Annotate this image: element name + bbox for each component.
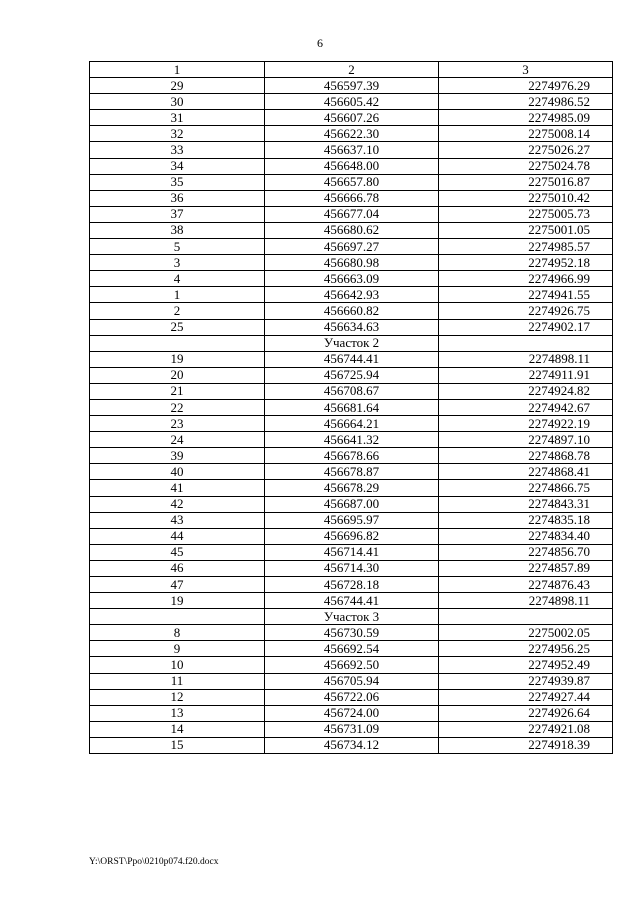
y-coordinate-cell: 2275005.73	[439, 206, 613, 222]
y-coordinate-cell: 2274856.70	[439, 544, 613, 560]
table-row	[90, 78, 613, 94]
x-coordinate-cell: 456634.63	[265, 319, 439, 335]
y-coordinate-cell: 2274857.89	[439, 560, 613, 576]
page-number: 6	[317, 36, 323, 50]
y-coordinate-cell: 2275026.27	[439, 142, 613, 158]
y-coordinate-cell: 2274952.18	[439, 255, 613, 271]
x-coordinate-cell: 456734.12	[265, 737, 439, 753]
point-number-cell: 32	[90, 126, 265, 142]
y-coordinate-cell: 2274898.11	[439, 593, 613, 609]
table-row	[90, 560, 613, 576]
point-number-cell: 31	[90, 110, 265, 126]
point-number-cell: 34	[90, 158, 265, 174]
x-coordinate-cell: 456725.94	[265, 367, 439, 383]
y-coordinate-cell: 2274922.19	[439, 416, 613, 432]
table-row	[90, 239, 613, 255]
point-number-cell: 39	[90, 448, 265, 464]
point-number-cell: 14	[90, 721, 265, 737]
point-number-cell: 9	[90, 641, 265, 657]
y-coordinate-cell: 2274941.55	[439, 287, 613, 303]
point-number-cell: 19	[90, 593, 265, 609]
y-coordinate-cell: 2274976.29	[439, 78, 613, 94]
x-coordinate-cell: 456680.98	[265, 255, 439, 271]
table-row	[90, 689, 613, 705]
section-label: Участок 2	[265, 335, 439, 351]
point-number-cell: 5	[90, 239, 265, 255]
section-row	[90, 609, 613, 625]
table-row	[90, 271, 613, 287]
table-row	[90, 142, 613, 158]
x-coordinate-cell: 456692.50	[265, 657, 439, 673]
table-row	[90, 464, 613, 480]
x-coordinate-cell: 456660.82	[265, 303, 439, 319]
table-row	[90, 287, 613, 303]
table-row	[90, 528, 613, 544]
x-coordinate-cell: 456677.04	[265, 206, 439, 222]
point-number-cell: 23	[90, 416, 265, 432]
point-number-cell: 19	[90, 351, 265, 367]
table-row	[90, 222, 613, 238]
table-row	[90, 705, 613, 721]
x-coordinate-cell: 456622.30	[265, 126, 439, 142]
table-row	[90, 94, 613, 110]
table-row	[90, 383, 613, 399]
x-coordinate-cell: 456697.27	[265, 239, 439, 255]
table-row	[90, 480, 613, 496]
x-coordinate-cell: 456607.26	[265, 110, 439, 126]
point-number-cell: 29	[90, 78, 265, 94]
point-number-cell: 35	[90, 174, 265, 190]
y-coordinate-cell: 2274902.17	[439, 319, 613, 335]
x-coordinate-cell: 456678.87	[265, 464, 439, 480]
x-coordinate-cell: 456714.41	[265, 544, 439, 560]
table-row	[90, 303, 613, 319]
point-number-cell: 44	[90, 528, 265, 544]
x-coordinate-cell: 456678.29	[265, 480, 439, 496]
y-coordinate-cell: 2274876.43	[439, 577, 613, 593]
y-coordinate-cell: 2274966.99	[439, 271, 613, 287]
point-number-cell: 41	[90, 480, 265, 496]
table-row	[90, 255, 613, 271]
point-number-cell: 13	[90, 705, 265, 721]
table-row	[90, 721, 613, 737]
x-coordinate-cell: 456648.00	[265, 158, 439, 174]
x-coordinate-cell: 456695.97	[265, 512, 439, 528]
y-coordinate-cell: 2275016.87	[439, 174, 613, 190]
x-coordinate-cell: 456666.78	[265, 190, 439, 206]
header-col-3: 3	[439, 62, 613, 78]
table-row	[90, 174, 613, 190]
x-coordinate-cell: 456708.67	[265, 383, 439, 399]
y-coordinate-cell: 2274834.40	[439, 528, 613, 544]
x-coordinate-cell: 456744.41	[265, 593, 439, 609]
point-number-cell: 20	[90, 367, 265, 383]
y-coordinate-cell: 2274956.25	[439, 641, 613, 657]
point-number-cell: 15	[90, 737, 265, 753]
y-coordinate-cell: 2274986.52	[439, 94, 613, 110]
y-coordinate-cell: 2275002.05	[439, 625, 613, 641]
y-coordinate-cell: 2274926.64	[439, 705, 613, 721]
point-number-cell: 21	[90, 383, 265, 399]
x-coordinate-cell: 456663.09	[265, 271, 439, 287]
point-number-cell: 38	[90, 222, 265, 238]
x-coordinate-cell: 456728.18	[265, 577, 439, 593]
point-number-cell: 8	[90, 625, 265, 641]
table-row	[90, 657, 613, 673]
x-coordinate-cell: 456680.62	[265, 222, 439, 238]
point-number-cell: 40	[90, 464, 265, 480]
x-coordinate-cell: 456730.59	[265, 625, 439, 641]
point-number-cell: 37	[90, 206, 265, 222]
point-number-cell: 30	[90, 94, 265, 110]
table-row	[90, 496, 613, 512]
x-coordinate-cell: 456696.82	[265, 528, 439, 544]
section-label: Участок 3	[265, 609, 439, 625]
point-number-cell: 25	[90, 319, 265, 335]
table-row	[90, 593, 613, 609]
point-number-cell: 2	[90, 303, 265, 319]
y-coordinate-cell: 2274921.08	[439, 721, 613, 737]
point-number-cell: 47	[90, 577, 265, 593]
point-number-cell: 3	[90, 255, 265, 271]
y-coordinate-cell: 2274918.39	[439, 737, 613, 753]
table-row	[90, 351, 613, 367]
x-coordinate-cell: 456744.41	[265, 351, 439, 367]
y-coordinate-cell: 2274835.18	[439, 512, 613, 528]
x-coordinate-cell: 456664.21	[265, 416, 439, 432]
x-coordinate-cell: 456681.64	[265, 399, 439, 415]
table-row	[90, 448, 613, 464]
x-coordinate-cell: 456731.09	[265, 721, 439, 737]
y-coordinate-cell: 2275024.78	[439, 158, 613, 174]
table-row	[90, 673, 613, 689]
y-coordinate-cell: 2274926.75	[439, 303, 613, 319]
x-coordinate-cell: 456597.39	[265, 78, 439, 94]
table-row	[90, 641, 613, 657]
x-coordinate-cell: 456637.10	[265, 142, 439, 158]
x-coordinate-cell: 456724.00	[265, 705, 439, 721]
y-coordinate-cell: 2274897.10	[439, 432, 613, 448]
section-empty-cell	[439, 609, 613, 625]
point-number-cell: 22	[90, 399, 265, 415]
point-number-cell: 12	[90, 689, 265, 705]
point-number-cell: 24	[90, 432, 265, 448]
y-coordinate-cell: 2274927.44	[439, 689, 613, 705]
point-number-cell: 42	[90, 496, 265, 512]
x-coordinate-cell: 456657.80	[265, 174, 439, 190]
x-coordinate-cell: 456605.42	[265, 94, 439, 110]
coordinates-table-container	[89, 61, 612, 754]
coordinates-table-body	[90, 62, 613, 754]
point-number-cell: 43	[90, 512, 265, 528]
header-col-2: 2	[265, 62, 439, 78]
table-row	[90, 544, 613, 560]
y-coordinate-cell: 2274911.91	[439, 367, 613, 383]
point-number-cell: 45	[90, 544, 265, 560]
point-number-cell: 33	[90, 142, 265, 158]
point-number-cell: 46	[90, 560, 265, 576]
x-coordinate-cell: 456687.00	[265, 496, 439, 512]
table-row	[90, 367, 613, 383]
y-coordinate-cell: 2274868.78	[439, 448, 613, 464]
table-row	[90, 110, 613, 126]
section-empty-cell	[90, 335, 265, 351]
table-row	[90, 512, 613, 528]
y-coordinate-cell: 2274985.09	[439, 110, 613, 126]
y-coordinate-cell: 2274843.31	[439, 496, 613, 512]
table-row	[90, 126, 613, 142]
table-header-row	[90, 62, 613, 78]
table-row	[90, 432, 613, 448]
section-empty-cell	[439, 335, 613, 351]
x-coordinate-cell: 456642.93	[265, 287, 439, 303]
table-row	[90, 416, 613, 432]
y-coordinate-cell: 2274898.11	[439, 351, 613, 367]
y-coordinate-cell: 2274942.67	[439, 399, 613, 415]
table-row	[90, 158, 613, 174]
point-number-cell: 10	[90, 657, 265, 673]
header-col-1: 1	[90, 62, 265, 78]
y-coordinate-cell: 2274866.75	[439, 480, 613, 496]
y-coordinate-cell: 2275001.05	[439, 222, 613, 238]
table-row	[90, 577, 613, 593]
x-coordinate-cell: 456714.30	[265, 560, 439, 576]
point-number-cell: 4	[90, 271, 265, 287]
table-row	[90, 737, 613, 753]
table-row	[90, 206, 613, 222]
table-row	[90, 625, 613, 641]
y-coordinate-cell: 2274868.41	[439, 464, 613, 480]
y-coordinate-cell: 2274952.49	[439, 657, 613, 673]
file-path-footer: Y:\ORST\Ppo\0210p074.f20.docx	[89, 857, 219, 867]
point-number-cell: 36	[90, 190, 265, 206]
y-coordinate-cell: 2274939.87	[439, 673, 613, 689]
table-row	[90, 399, 613, 415]
y-coordinate-cell: 2275008.14	[439, 126, 613, 142]
x-coordinate-cell: 456705.94	[265, 673, 439, 689]
table-row	[90, 190, 613, 206]
x-coordinate-cell: 456692.54	[265, 641, 439, 657]
y-coordinate-cell: 2275010.42	[439, 190, 613, 206]
x-coordinate-cell: 456722.06	[265, 689, 439, 705]
x-coordinate-cell: 456641.32	[265, 432, 439, 448]
coordinates-table	[89, 61, 613, 754]
section-row	[90, 335, 613, 351]
y-coordinate-cell: 2274985.57	[439, 239, 613, 255]
point-number-cell: 1	[90, 287, 265, 303]
point-number-cell: 11	[90, 673, 265, 689]
y-coordinate-cell: 2274924.82	[439, 383, 613, 399]
section-empty-cell	[90, 609, 265, 625]
x-coordinate-cell: 456678.66	[265, 448, 439, 464]
table-row	[90, 319, 613, 335]
